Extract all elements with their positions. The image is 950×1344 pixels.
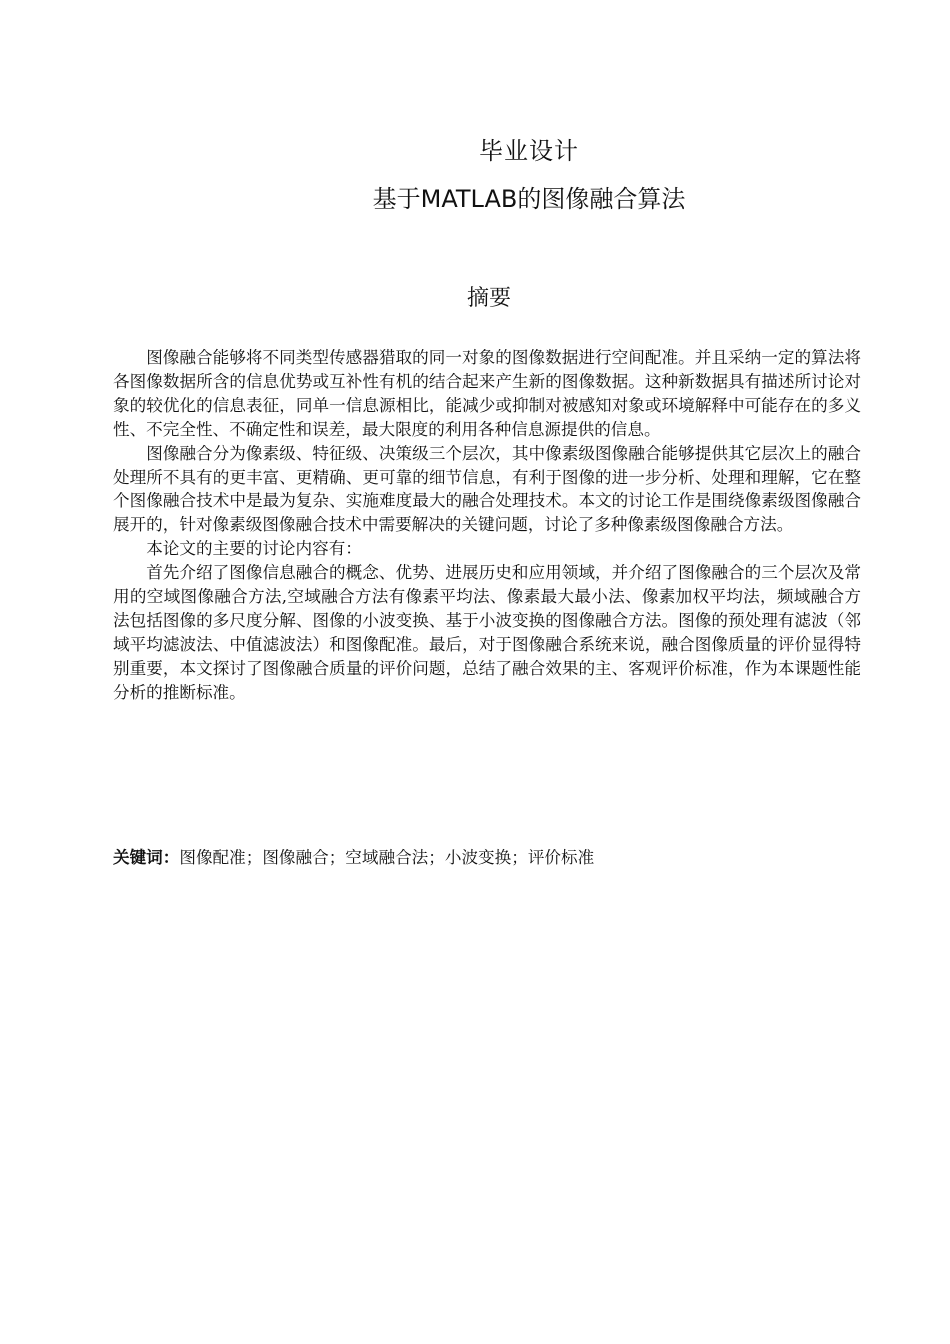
keywords-line	[113, 846, 861, 870]
abstract-paragraph-4: 首先介绍了图像信息融合的概念、优势、进展历史和应用领域，并介绍了图像融合的三个层次及常用的空域图像融合方法,空域融合方法有像素平均法、像素最大最小法、像素加权平均法，频域融合方法包括图像的多尺度分解、图像的小波变换、基于小波变换的图像融合方法。图像的预处理有滤波（邻域平均滤波法、中值滤波法）和图像配准。最后，对于图像融合系统来说，融合图像质量的评价显得特别重要，本文探讨了图像融合质量的评价问题，总结了融合效果的主、客观评价标准，作为本课题性能分析的推断标准。	[113, 563, 861, 702]
thesis-title: 基于MATLAB的图像融合算法	[372, 185, 686, 213]
abstract-paragraph-2: 图像融合分为像素级、特征级、决策级三个层次，其中像素级图像融合能够提供其它层次上的融合处理所不具有的更丰富、更精确、更可靠的细节信息，有利于图像的进一步分析、处理和理解，它在整个图像融合技术中是最为复杂、实施难度最大的融合处理技术。本文的讨论工作是围绕像素级图像融合展开的，针对像素级图像融合技术中需要解决的关键问题，讨论了多种像素级图像融合方法。	[113, 443, 861, 535]
abstract-body	[113, 346, 861, 705]
keywords-text: 图像配准；图像融合；空域融合法；小波变换；评价标准	[179, 848, 595, 867]
abstract-paragraph-3: 本论文的主要的讨论内容有：	[146, 539, 362, 559]
thesis-type-title: 毕业设计	[479, 137, 579, 165]
keywords-label: 关键词：	[113, 848, 180, 867]
abstract-heading: 摘要	[466, 286, 511, 311]
abstract-paragraph-1: 图像融合能够将不同类型传感器猎取的同一对象的图像数据进行空间配准。并且采纳一定的算法将各图像数据所含的信息优势或互补性有机的结合起来产生新的图像数据。这种新数据具有描述所讨论对象的较优化的信息表征，同单一信息源相比，能减少或抑制对被感知对象或环境解释中可能存在的多义性、不完全性、不确定性和误差，最大限度的利用各种信息源提供的信息。	[113, 348, 861, 439]
